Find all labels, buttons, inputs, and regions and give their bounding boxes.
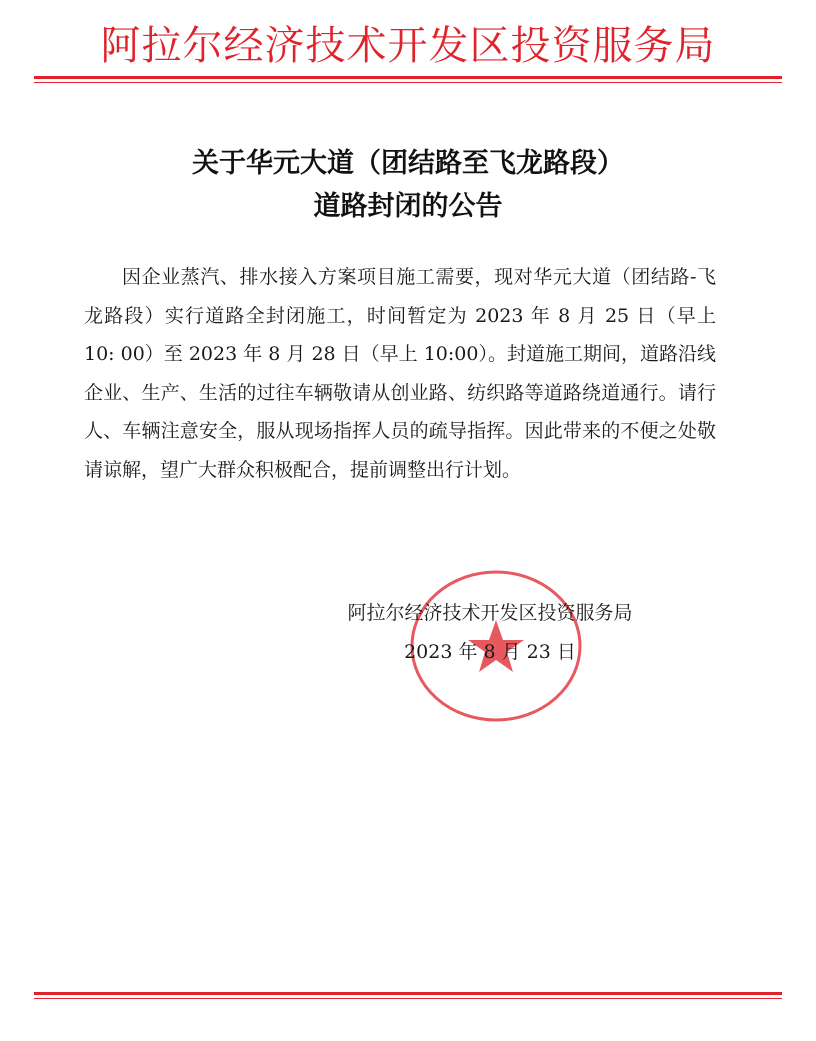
signature-org: 阿拉尔经济技术开发区投资服务局 <box>347 602 633 624</box>
notice-title-line1: 关于华元大道（团结路至飞龙路段） <box>192 148 624 179</box>
letterhead-title: 阿拉尔经济技术开发区投资服务局 <box>100 23 716 69</box>
notice-title-line2: 道路封闭的公告 <box>313 191 503 222</box>
letterhead-rule-thin <box>34 82 782 83</box>
letterhead-rule-thick <box>34 76 782 79</box>
notice-body: 因企业蒸汽、排水接入方案项目施工需要，现对华元大道（团结路-飞龙路段）实行道路全封闭施工，时间暂定为 2023 年 8 月 25 日（早上 10: 00）至 2023 年 8 月 28 日（早上 10:00）。封道施工期间，道路沿线企业、生产、生活的过往车辆敬请从创业路、纺织路等道路绕道通行。请行人、车辆注意安全，服从现场指挥人员的疏导指挥。因此带来的不便之处敬请谅解，望广大群众积极配合，提前调整出行计划。 <box>84 266 716 481</box>
footer-rule-thick <box>34 992 782 995</box>
signature-date: 2023 年 8 月 23 日 <box>404 641 576 663</box>
footer-rule-thin <box>34 998 782 999</box>
